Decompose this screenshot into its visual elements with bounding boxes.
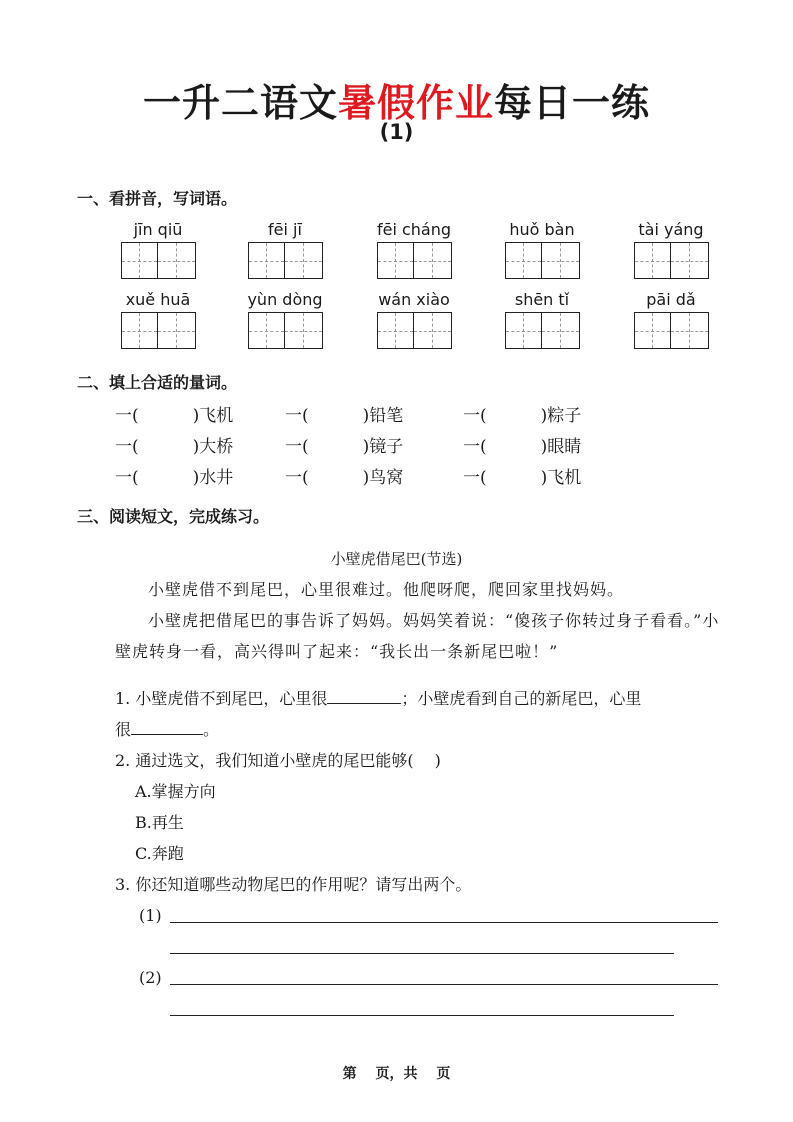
question-3: 3. 你还知道哪些动物尾巴的作用呢？请写出两个。	[115, 875, 472, 894]
mw-prefix: 一(	[285, 468, 309, 488]
q3-label-2: (2)	[139, 968, 162, 987]
answer-blank[interactable]	[131, 716, 203, 735]
grid-cell[interactable]	[377, 242, 414, 279]
mw-suffix: )	[362, 437, 370, 457]
writing-grid[interactable]	[616, 312, 726, 349]
grid-cell[interactable]	[158, 242, 196, 279]
mw-prefix: 一(	[115, 406, 139, 426]
answer-line[interactable]	[170, 922, 718, 923]
measure-word-item[interactable]	[285, 463, 403, 488]
measure-word-item[interactable]	[285, 401, 403, 426]
passage-title: 小壁虎借尾巴(节选)	[330, 550, 463, 568]
pinyin-word	[487, 290, 597, 349]
q1-text-b: ；小壁虎看到自己的新尾巴，心里	[401, 689, 642, 708]
grid-cell[interactable]	[248, 312, 285, 349]
grid-cell[interactable]	[285, 312, 323, 349]
pinyin-word	[487, 220, 597, 279]
measure-word-item[interactable]	[463, 432, 581, 457]
writing-grid[interactable]	[487, 242, 597, 279]
title-part2: 每日一练	[494, 81, 651, 125]
pinyin-text: wán xiào	[378, 290, 450, 309]
writing-grid[interactable]	[616, 242, 726, 279]
writing-grid[interactable]	[103, 242, 213, 279]
mw-suffix: )	[362, 406, 370, 426]
pinyin-word	[230, 290, 340, 349]
mw-suffix: )	[192, 468, 200, 488]
pinyin-word	[359, 220, 469, 279]
section-2-heading: 二、填上合适的量词。	[77, 373, 238, 392]
grid-cell[interactable]	[542, 312, 580, 349]
mw-prefix: 一(	[463, 468, 487, 488]
mw-noun: 铅笔	[369, 406, 404, 426]
answer-line[interactable]	[170, 1015, 674, 1016]
measure-word-item[interactable]	[115, 432, 233, 457]
passage-paragraph-2: 小壁虎把借尾巴的事告诉了妈妈。妈妈笑着说：“傻孩子你转过身子看看。”小壁虎转身一看，高兴得叫了起来：“我长出一条新尾巴啦！”	[115, 611, 720, 661]
mw-prefix: 一(	[463, 437, 487, 457]
option-b[interactable]: B.再生	[135, 813, 184, 832]
mw-suffix: )	[540, 468, 548, 488]
grid-cell[interactable]	[121, 312, 158, 349]
mw-noun: 飞机	[547, 468, 582, 488]
pinyin-text: tài yáng	[638, 220, 704, 239]
pinyin-text: pāi dǎ	[646, 290, 696, 309]
pinyin-word	[103, 290, 213, 349]
title-part1: 一升二语文	[142, 81, 338, 125]
question-2: 2. 通过选文，我们知道小壁虎的尾巴能够( )	[115, 751, 441, 770]
pinyin-word	[616, 220, 726, 279]
section-3-heading: 三、阅读短文，完成练习。	[77, 507, 270, 526]
mw-suffix: )	[362, 468, 370, 488]
answer-line[interactable]	[170, 984, 718, 985]
mw-suffix: )	[192, 437, 200, 457]
mw-noun: 飞机	[199, 406, 234, 426]
mw-prefix: 一(	[463, 406, 487, 426]
grid-cell[interactable]	[634, 242, 671, 279]
title-highlight: 暑假作业	[337, 81, 494, 125]
writing-grid[interactable]	[487, 312, 597, 349]
pinyin-word	[616, 290, 726, 349]
grid-cell[interactable]	[121, 242, 158, 279]
grid-cell[interactable]	[505, 242, 542, 279]
pinyin-text: fēi jī	[268, 220, 302, 239]
grid-cell[interactable]	[414, 312, 452, 349]
grid-cell[interactable]	[285, 242, 323, 279]
pinyin-text: fēi cháng	[376, 220, 452, 239]
passage-paragraph-1: 小壁虎借不到尾巴，心里很难过。他爬呀爬，爬回家里找妈妈。	[148, 580, 625, 599]
option-c[interactable]: C.奔跑	[135, 844, 184, 863]
q1-text-d: 。	[203, 720, 220, 739]
pinyin-text: shēn tǐ	[514, 290, 570, 309]
mw-prefix: 一(	[115, 437, 139, 457]
mw-noun: 鸟窝	[369, 468, 404, 488]
page-subtitle: (1)	[379, 120, 414, 144]
mw-prefix: 一(	[285, 406, 309, 426]
grid-cell[interactable]	[414, 242, 452, 279]
grid-cell[interactable]	[634, 312, 671, 349]
grid-cell[interactable]	[377, 312, 414, 349]
pinyin-word	[103, 220, 213, 279]
pinyin-word	[230, 220, 340, 279]
measure-word-item[interactable]	[115, 463, 233, 488]
option-a[interactable]: A.掌握方向	[135, 782, 216, 801]
measure-word-item[interactable]	[115, 401, 233, 426]
q1-text-a: 1. 小壁虎借不到尾巴，心里很	[115, 689, 328, 708]
grid-cell[interactable]	[542, 242, 580, 279]
pinyin-text: xuě huā	[125, 290, 191, 309]
mw-prefix: 一(	[115, 468, 139, 488]
page-footer: 第 页，共 页	[342, 1066, 451, 1082]
writing-grid[interactable]	[103, 312, 213, 349]
pinyin-text: yùn dòng	[247, 290, 323, 309]
measure-word-item[interactable]	[285, 432, 403, 457]
mw-suffix: )	[540, 437, 548, 457]
mw-prefix: 一(	[285, 437, 309, 457]
grid-cell[interactable]	[505, 312, 542, 349]
q3-label-1: (1)	[139, 906, 162, 925]
grid-cell[interactable]	[671, 242, 709, 279]
measure-word-item[interactable]	[463, 463, 581, 488]
question-1	[115, 683, 641, 714]
writing-grid[interactable]	[359, 312, 469, 349]
measure-word-item[interactable]	[463, 401, 581, 426]
mw-noun: 粽子	[547, 406, 582, 426]
mw-suffix: )	[540, 406, 548, 426]
mw-noun: 大桥	[199, 437, 234, 457]
q1-text-c: 很	[115, 720, 132, 739]
grid-cell[interactable]	[248, 242, 285, 279]
answer-blank[interactable]	[327, 685, 401, 704]
writing-grid[interactable]	[230, 242, 340, 279]
answer-line[interactable]	[170, 953, 674, 954]
pinyin-word	[359, 290, 469, 349]
grid-cell[interactable]	[158, 312, 196, 349]
mw-noun: 镜子	[369, 437, 404, 457]
mw-noun: 眼睛	[547, 437, 582, 457]
writing-grid[interactable]	[359, 242, 469, 279]
mw-noun: 水井	[199, 468, 234, 488]
writing-grid[interactable]	[230, 312, 340, 349]
mw-suffix: )	[192, 406, 200, 426]
section-1-heading: 一、看拼音，写词语。	[77, 189, 238, 208]
page-title	[0, 72, 793, 127]
pinyin-text: jīn qiū	[133, 220, 183, 239]
question-1-cont	[115, 714, 219, 745]
grid-cell[interactable]	[671, 312, 709, 349]
pinyin-text: huǒ bàn	[509, 220, 575, 239]
